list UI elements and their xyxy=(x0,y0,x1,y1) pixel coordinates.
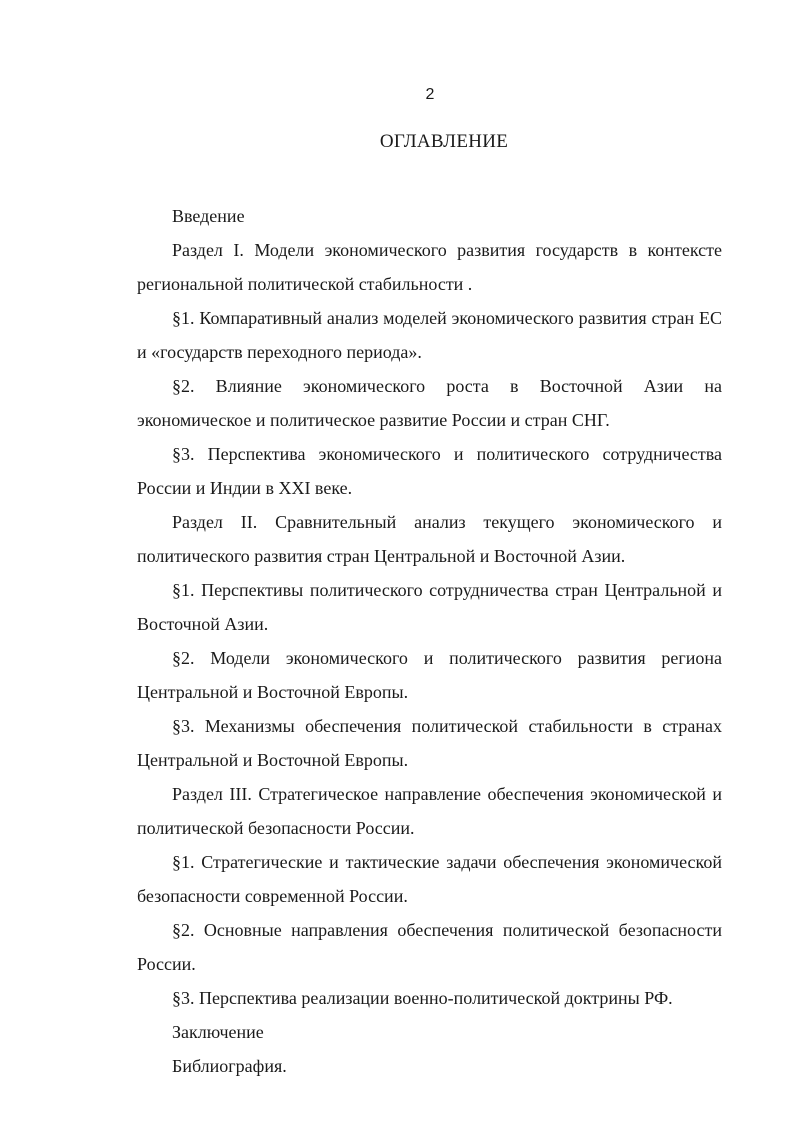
toc-entry-section-2-par-2: §2. Модели экономического и политического развития региона Центральной и Восточной Европы. xyxy=(137,648,722,702)
toc-entry-section-3-par-3: §3. Перспектива реализации военно-политической доктрины РФ. xyxy=(172,988,673,1008)
toc-entry-bibliography: Библиография. xyxy=(172,1056,287,1076)
toc-entry-section-1: Раздел I. Модели экономического развития государств в контексте региональной политической стабильности . xyxy=(137,240,722,294)
toc-entry-conclusion: Заключение xyxy=(172,1022,264,1042)
toc-title: ОГЛАВЛЕНИЕ xyxy=(379,131,509,152)
toc-entry-introduction: Введение xyxy=(172,206,245,226)
toc-entry-section-1-par-3: §3. Перспектива экономического и политического сотрудничества России и Индии в XXI веке. xyxy=(137,444,722,498)
page-number: 2 xyxy=(425,86,435,103)
toc-entry-section-2-par-3: §3. Механизмы обеспечения политической стабильности в странах Центральной и Восточной Европы. xyxy=(137,716,722,770)
table-of-contents xyxy=(137,199,722,1083)
toc-entry-section-3-par-2: §2. Основные направления обеспечения политической безопасности России. xyxy=(137,920,722,974)
toc-entry-section-2: Раздел II. Сравнительный анализ текущего экономического и политического развития стран Центральной и Восточной Азии. xyxy=(137,512,722,566)
toc-entry-section-1-par-1: §1. Компаративный анализ моделей экономического развития стран ЕС и «государств переходного периода». xyxy=(137,308,722,362)
toc-entry-section-3-par-1: §1. Стратегические и тактические задачи обеспечения экономической безопасности современной России. xyxy=(137,852,722,906)
toc-entry-section-3: Раздел III. Стратегическое направление обеспечения экономической и политической безопасности России. xyxy=(137,784,722,838)
toc-entry-section-2-par-1: §1. Перспективы политического сотрудничества стран Центральной и Восточной Азии. xyxy=(137,580,722,634)
toc-entry-section-1-par-2: §2. Влияние экономического роста в Восточной Азии на экономическое и политическое развитие России и стран СНГ. xyxy=(137,376,722,430)
